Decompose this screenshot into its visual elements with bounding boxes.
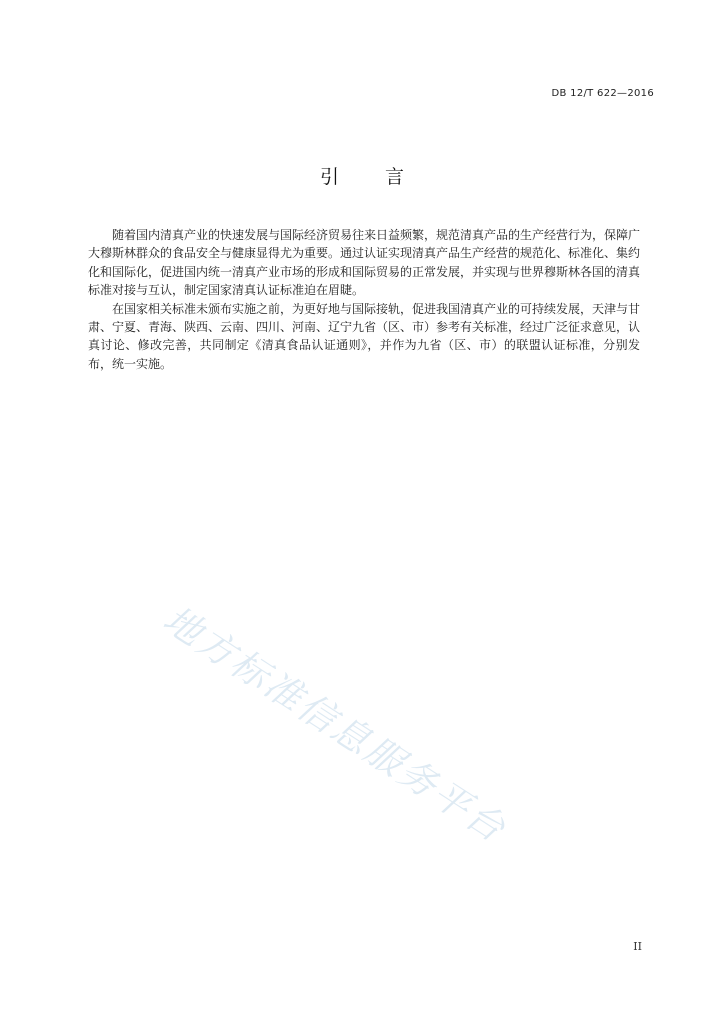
page-number: II [633, 940, 642, 953]
page-title [0, 162, 724, 189]
paragraph-2: 在国家相关标准未颁布实施之前，为更好地与国际接轨，促进我国清真产业的可持续发展，天津与甘肃、宁夏、青海、陕西、云南、四川、河南、辽宁九省（区、市）参考有关标准，经过广泛征求意见，认真讨论、修改完善，共同制定《清真食品认证通则》，并作为九省（区、市）的联盟认证标准，分别发布，统一实施。 [88, 301, 641, 371]
body-text [88, 226, 640, 373]
watermark: 地方标准信息服务平台 [155, 597, 515, 852]
paragraph-1: 随着国内清真产业的快速发展与国际经济贸易往来日益频繁，规范清真产品的生产经营行为，保障广大穆斯林群众的食品安全与健康显得尤为重要。通过认证实现清真产品生产经营的规范化、标准化、集约化和国际化，促进国内统一清真产业市场的形成和国际贸易的正常发展，并实现与世界穆斯林各国的清真标准对接与互认，制定国家清真认证标准迫在眉睫。 [88, 228, 641, 298]
title-char-2: 言 [385, 166, 405, 188]
title-char-1: 引 [319, 166, 339, 188]
document-code: DB 12/T 622—2016 [551, 88, 654, 99]
